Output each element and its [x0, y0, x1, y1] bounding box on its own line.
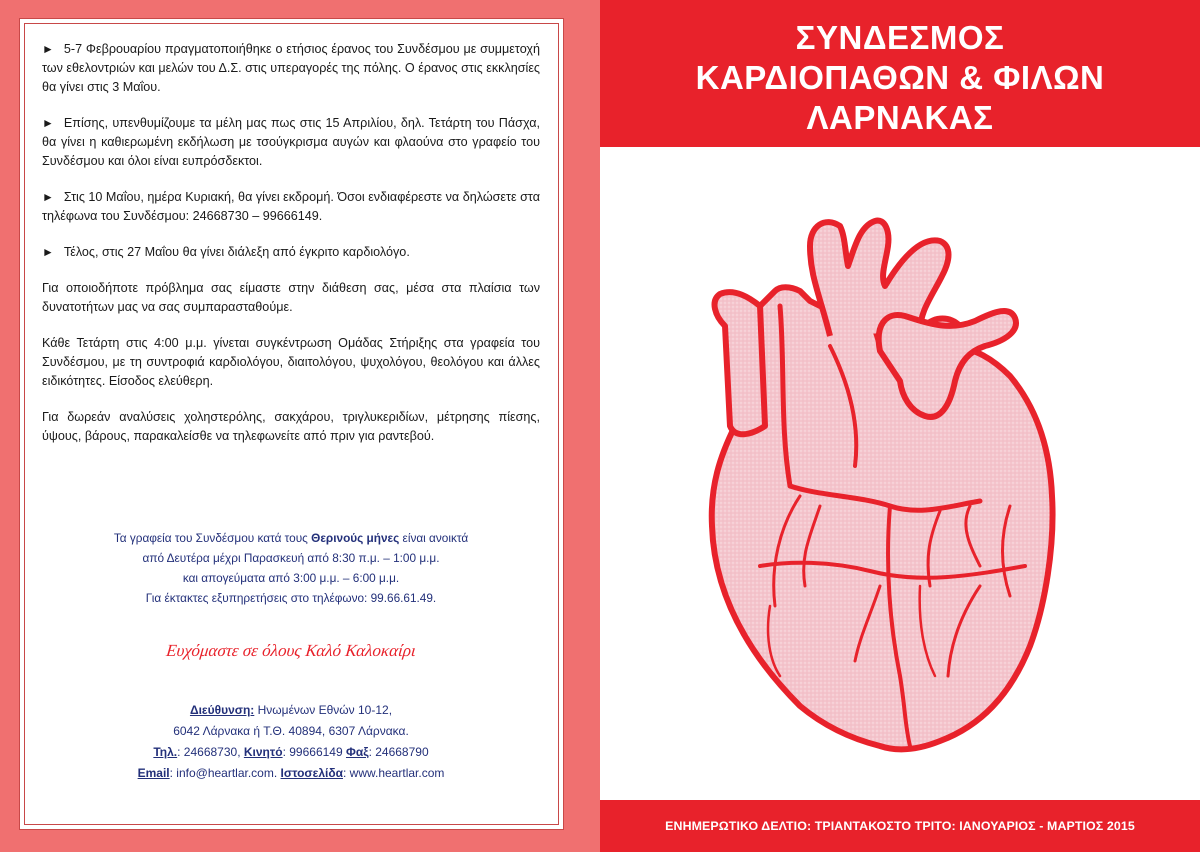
office-hours	[42, 528, 540, 608]
arrow-bullet-icon: ►	[42, 245, 54, 259]
news-item: ► Επίσης, υπενθυμίζουμε τα μέλη μας πως στις 15 Απριλίου, δηλ. Τετάρτη του Πάσχα, θα γίνει η καθιερωμένη εκδήλωση με τσούγκρισμα αυγών και φλαούνα στο γραφείο του Συνδέσμου και όλοι είναι ευπρόσδεκτοι.	[42, 116, 540, 168]
news-item: ► 5-7 Φεβρουαρίου πραγματοποιήθηκε ο ετήσιος έρανος του Συνδέσμου με συμμετοχή των εθελοντριών και μελών του Δ.Σ. στις υπεραγορές της πόλης. Ο έρανος στις εκκλησίες θα γίνει στις 3 Μαΐου.	[42, 42, 541, 94]
news-section	[42, 40, 540, 463]
hours-line: από Δευτέρα μέχρι Παρασκευή από 8:30 π.μ. – 1:00 μ.μ.	[142, 551, 440, 565]
title-band	[600, 0, 1200, 147]
web-line: Email: info@heartlar.com. Ιστοσελίδα: www.heartlar.com	[137, 766, 445, 780]
arrow-bullet-icon: ►	[42, 190, 54, 204]
hours-line: Τα γραφεία του Συνδέσμου κατά τους Θερινούς μήνες είναι ανοικτά	[113, 531, 469, 545]
news-item: ► Στις 10 Μαΐου, ημέρα Κυριακή, θα γίνει εκδρομή. Όσοι ενδιαφέρεστε να δηλώσετε στα τηλέφωνα του Συνδέσμου: 24668730 – 99666149.	[42, 190, 540, 223]
contact-address	[42, 700, 540, 784]
association-title: ΣΥΝΔΕΣΜΟΣ ΚΑΡΔΙΟΠΑΘΩΝ & ΦΙΛΩΝ ΛΑΡΝΑΚΑΣ	[695, 19, 1105, 136]
arrow-bullet-icon: ►	[42, 42, 54, 56]
front-cover-panel	[600, 0, 1200, 852]
address-line: 6042 Λάρνακα ή Τ.Θ. 40894, 6307 Λάρνακα.	[173, 724, 409, 738]
address-line: Διεύθυνση: Ηνωμένων Εθνών 10-12,	[189, 703, 393, 717]
newsletter-issue: ΕΝΗΜΕΡΩΤΙΚΟ ΔΕΛΤΙΟ: ΤΡΙΑΝΤΑΚΟΣΤΟ ΤΡΙΤΟ: ΙΑΝΟΥΑΡΙΟΣ - ΜΑΡΤΙΟΣ 2015	[665, 819, 1135, 833]
info-paragraph: Για οποιοδήποτε πρόβλημα σας είμαστε στην διάθεση σας, μέσα στα πλαίσια των δυνατοτήτων μας να σας συμπαρασταθούμε.	[42, 281, 540, 314]
arrow-bullet-icon: ►	[42, 116, 54, 130]
hours-line: Για έκτακτες εξυπηρετήσεις στο τηλέφωνο: 99.66.61.49.	[145, 591, 437, 605]
info-paragraph: Για δωρεάν αναλύσεις χοληστερόλης, σακχάρου, τριγλυκεριδίων, μέτρησης πίεσης, ύψους, βάρους, παρακαλείσθε να τηλεφωνείτε από πριν για ραντεβού.	[42, 410, 540, 443]
email-link[interactable]: : info@heartlar.com.	[169, 766, 281, 780]
footer-band	[600, 800, 1200, 852]
hours-line: και απογεύματα από 3:00 μ.μ. – 6:00 μ.μ.	[182, 571, 400, 585]
summer-months-emphasis: Θερινούς μήνες	[311, 531, 400, 545]
info-paragraph: Κάθε Τετάρτη στις 4:00 μ.μ. γίνεται συγκέντρωση Ομάδας Στήριξης στα γραφεία του Συνδέσμου, με τη συντροφιά καρδιολόγου, διαιτολόγου, ψυχολόγου, θεολόγου και άλλες ειδικότητες. Είσοδος ελεύθερη.	[42, 336, 540, 388]
website-link[interactable]: : www.heartlar.com	[343, 766, 445, 780]
phone-line: Τηλ.: 24668730, Κινητό: 99666149 Φαξ: 24668790	[153, 745, 429, 759]
summer-wishes: Ευχόμαστε σε όλους Καλό Καλοκαίρι	[165, 641, 417, 660]
heart-illustration-icon	[680, 206, 1130, 766]
news-item: ► Τέλος, στις 27 Μαΐου θα γίνει διάλεξη από έγκριτο καρδιολόγο.	[42, 243, 540, 262]
